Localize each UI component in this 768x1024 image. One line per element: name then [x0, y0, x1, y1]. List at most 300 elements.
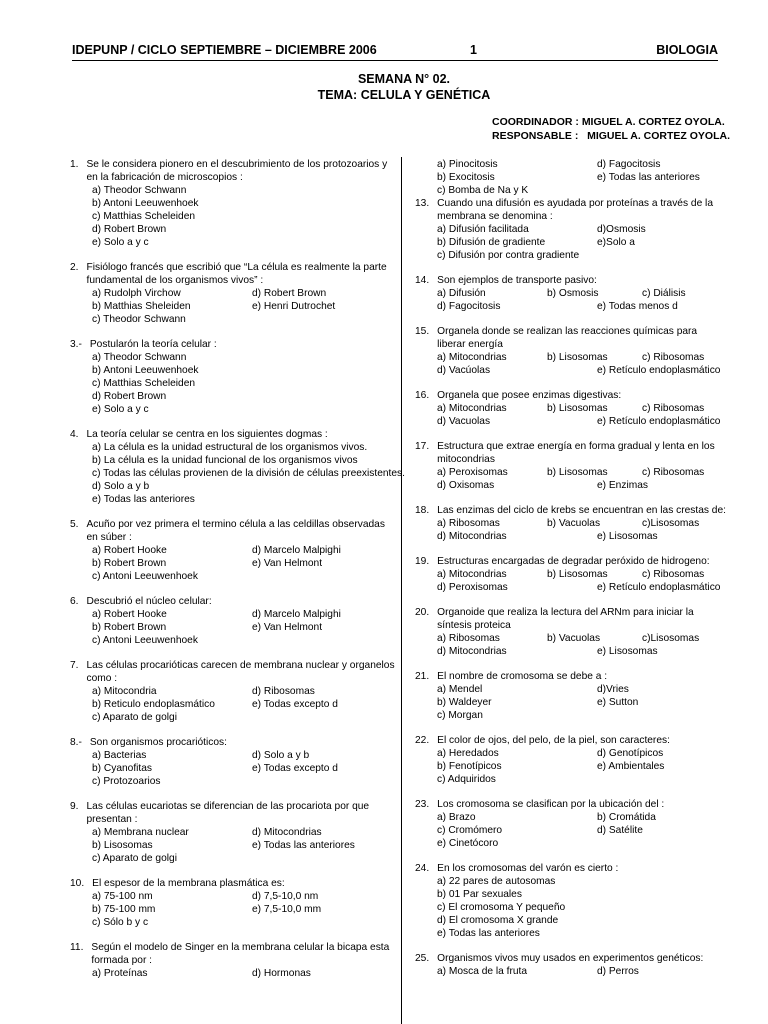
- answer-option: c) Theodor Schwann: [92, 314, 186, 325]
- answer-option: c) Difusión por contra gradiente: [437, 250, 580, 261]
- page-header: [72, 42, 718, 61]
- answer-option: a) Ribosomas: [437, 518, 500, 529]
- question-text: Organoide que realiza la lectura del ARNm para iniciar la síntesis proteica: [437, 607, 694, 631]
- answer-option: b) Lisosomas: [547, 403, 608, 414]
- question-text: Descubrió el núcleo celular:: [86, 596, 212, 607]
- answer-option: b) Osmosis: [547, 288, 599, 299]
- question-text: Estructuras encargadas de degradar peróxido de hidrogeno:: [437, 556, 710, 567]
- answer-option: d) Marcelo Malpighi: [252, 609, 341, 620]
- option-row: [92, 313, 395, 326]
- option-row: [92, 493, 395, 506]
- answer-option: c)Lisosomas: [642, 633, 700, 644]
- question-stem: [70, 261, 395, 287]
- answer-option: d) Vacuolas: [437, 416, 491, 427]
- option-row: [437, 351, 727, 364]
- option-row: [92, 467, 405, 480]
- question-number: 25.: [415, 953, 430, 964]
- answer-option: a) Mitocondria: [92, 686, 157, 697]
- answer-options: [415, 811, 727, 850]
- answer-option: d) Vacúolas: [437, 365, 491, 376]
- answer-options: [70, 967, 395, 980]
- question-stem: [70, 158, 395, 184]
- answer-option: e) Todas las anteriores: [252, 840, 355, 851]
- question-stem: [70, 736, 395, 749]
- column-divider: [401, 157, 402, 1024]
- question-number: 3.-: [70, 339, 82, 350]
- question-item: [70, 338, 395, 416]
- question-item: [415, 197, 727, 262]
- question-number: 22.: [415, 735, 430, 746]
- question-item: [70, 518, 395, 583]
- answer-option: c) Matthias Scheleiden: [92, 211, 196, 222]
- question-item: [70, 659, 395, 724]
- option-row: [437, 184, 727, 197]
- option-row: [437, 479, 727, 492]
- option-row: [437, 415, 727, 428]
- option-row: [437, 530, 727, 543]
- answer-option: c)Lisosomas: [642, 518, 700, 529]
- option-row: [437, 632, 727, 645]
- question-text: El espesor de la membrana plasmática es:: [92, 878, 285, 889]
- question-stem: [415, 440, 727, 466]
- answer-option: c) Sólo b y c: [92, 917, 149, 928]
- question-stem: [415, 197, 727, 223]
- question-number: 13.: [415, 198, 430, 209]
- answer-option: a) Membrana nuclear: [92, 827, 189, 838]
- answer-option: e) Lisosomas: [597, 646, 658, 657]
- question-item: [70, 261, 395, 326]
- answer-option: d) Fagocitosis: [597, 159, 661, 170]
- question-item: [415, 734, 727, 786]
- answer-option: a) Theodor Schwann: [92, 185, 187, 196]
- question-text: Postularón la teoría celular :: [89, 339, 217, 350]
- option-row: [92, 454, 395, 467]
- answer-options: [415, 158, 727, 197]
- question-text: Organela que posee enzimas digestivas:: [437, 390, 622, 401]
- answer-option: a) Robert Hooke: [92, 609, 167, 620]
- answer-option: b) Matthias Sheleiden: [92, 301, 191, 312]
- option-row: [437, 901, 727, 914]
- answer-option: d) Satélite: [597, 825, 643, 836]
- answer-option: a) Mitocondrias: [437, 352, 507, 363]
- question-stem: [70, 338, 395, 351]
- answer-options: [415, 402, 727, 428]
- question-text: Son ejemplos de transporte pasivo:: [437, 275, 597, 286]
- question-text: Según el modelo de Singer en la membrana celular la bicapa esta formada por :: [91, 942, 390, 966]
- question-stem: [415, 862, 727, 875]
- question-stem: [415, 389, 727, 402]
- question-stem: [70, 595, 395, 608]
- option-row: [437, 158, 727, 171]
- question-text: Estructura que extrae energía en forma gradual y lenta en los mitocondrias: [437, 441, 715, 465]
- option-row: [92, 634, 395, 647]
- answer-option: e) Ambientales: [597, 761, 665, 772]
- question-stem: [415, 798, 727, 811]
- answer-option: e) Solo a y c: [92, 237, 149, 248]
- answer-option: b) Lisosomas: [547, 352, 608, 363]
- answer-option: e) Cinetócoro: [437, 838, 499, 849]
- answer-option: e) Retículo endoplasmático: [597, 582, 721, 593]
- question-text: Se le considera pionero en el descubrimiento de los protozoarios y en la fabricación de microscopios :: [86, 159, 388, 183]
- option-row: [437, 466, 727, 479]
- question-number: 20.: [415, 607, 430, 618]
- answer-option: d) Mitocondrias: [437, 646, 507, 657]
- answer-option: c) Antoni Leeuwenhoek: [92, 635, 198, 646]
- left-column: [70, 158, 405, 992]
- answer-option: b) La célula es la unidad funcional de los organismos vivos: [92, 455, 358, 466]
- answer-options: [415, 683, 727, 722]
- answer-option: e) Todas las anteriores: [92, 494, 195, 505]
- answer-option: a) Pinocitosis: [437, 159, 498, 170]
- answer-option: d) Ribosomas: [252, 686, 315, 697]
- option-row: [92, 890, 395, 903]
- option-row: [92, 351, 395, 364]
- answer-option: d) Perros: [597, 966, 639, 977]
- option-row: [92, 711, 395, 724]
- option-row: [437, 683, 727, 696]
- option-row: [92, 967, 395, 980]
- option-row: [437, 696, 727, 709]
- question-text: La teoría celular se centra en los siguientes dogmas :: [86, 429, 328, 440]
- answer-option: e) Todas las anteriores: [437, 928, 540, 939]
- option-row: [92, 300, 395, 313]
- option-row: [92, 852, 395, 865]
- answer-option: a) Heredados: [437, 748, 499, 759]
- answer-option: c) Todas las células provienen de la división de células preexistentes.: [92, 468, 405, 479]
- option-row: [92, 685, 395, 698]
- option-row: [92, 390, 395, 403]
- answer-option: c) Diálisis: [642, 288, 686, 299]
- question-item: [415, 606, 727, 658]
- answer-option: e) Todas excepto d: [252, 699, 338, 710]
- question-item: [415, 325, 727, 377]
- question-item: [415, 670, 727, 722]
- question-item: [415, 504, 727, 543]
- answer-options: [70, 826, 395, 865]
- answer-option: a) Robert Hooke: [92, 545, 167, 556]
- option-row: [92, 377, 395, 390]
- answer-option: d) Robert Brown: [92, 391, 167, 402]
- answer-options: [70, 749, 395, 788]
- question-number: 1.: [70, 159, 79, 170]
- answer-option: c) Ribosomas: [642, 467, 705, 478]
- question-text: Son organismos procarióticos:: [89, 737, 227, 748]
- question-item: [70, 800, 395, 865]
- answer-option: a) Bacterias: [92, 750, 147, 761]
- option-row: [92, 557, 395, 570]
- question-stem: [70, 941, 395, 967]
- answer-option: c) Aparato de golgi: [92, 712, 177, 723]
- answer-option: e) Enzimas: [597, 480, 648, 491]
- question-item: [70, 428, 405, 506]
- answer-option: b) Vacuolas: [547, 633, 601, 644]
- answer-options: [70, 890, 395, 929]
- option-row: [92, 236, 395, 249]
- answer-option: b) Reticulo endoplasmático: [92, 699, 215, 710]
- answer-options: [415, 965, 727, 978]
- answer-option: a) Proteínas: [92, 968, 148, 979]
- option-row: [437, 875, 727, 888]
- answer-options: [70, 351, 395, 416]
- header-course: IDEPUNP / CICLO SEPTIEMBRE – DICIEMBRE 2006: [72, 43, 377, 57]
- answer-option: d) Robert Brown: [252, 288, 327, 299]
- answer-option: b) Antoni Leeuwenhoek: [92, 198, 199, 209]
- question-number: 21.: [415, 671, 430, 682]
- question-text: Fisiólogo francés que escribió que “La célula es realmente la parte fundamental de los organismos vivos” :: [86, 262, 387, 286]
- answer-option: d)Vries: [597, 684, 629, 695]
- answer-options: [70, 184, 395, 249]
- answer-option: b) Fenotípicos: [437, 761, 502, 772]
- option-row: [437, 914, 727, 927]
- option-row: [92, 903, 395, 916]
- question-item: [70, 941, 395, 980]
- question-number: 17.: [415, 441, 430, 452]
- option-row: [437, 773, 727, 786]
- option-row: [437, 568, 727, 581]
- option-row: [92, 826, 395, 839]
- title-block: [0, 71, 768, 103]
- answer-options: [70, 685, 395, 724]
- option-row: [437, 249, 727, 262]
- answer-option: b) Cromátida: [597, 812, 656, 823]
- answer-option: c) Matthias Scheleiden: [92, 378, 196, 389]
- question-text: El nombre de cromosoma se debe a :: [437, 671, 608, 682]
- option-row: [437, 300, 727, 313]
- option-row: [92, 621, 395, 634]
- question-stem: [70, 877, 395, 890]
- question-text: En los cromosomas del varón es cierto :: [437, 863, 619, 874]
- option-row: [437, 364, 727, 377]
- answer-option: d) Genotípicos: [597, 748, 664, 759]
- answer-options: [415, 351, 727, 377]
- answer-option: c) Protozoarios: [92, 776, 161, 787]
- answer-option: d) Mitocondrias: [252, 827, 322, 838]
- option-row: [92, 441, 395, 454]
- question-text: Organismos vivos muy usados en experimentos genéticos:: [437, 953, 704, 964]
- header-subject: BIOLOGIA: [656, 43, 718, 57]
- page-number: 1: [470, 43, 477, 57]
- question-number: 14.: [415, 275, 430, 286]
- answer-option: b) 75-100 mm: [92, 904, 156, 915]
- question-item: [70, 877, 395, 929]
- answer-option: a) Mitocondrias: [437, 403, 507, 414]
- answer-option: d) Marcelo Malpighi: [252, 545, 341, 556]
- responsible-line: RESPONSABLE : MIGUEL A. CORTEZ OYOLA.: [491, 130, 730, 142]
- answer-option: a) Ribosomas: [437, 633, 500, 644]
- answer-option: b) 01 Par sexuales: [437, 889, 522, 900]
- answer-options: [415, 875, 727, 940]
- answer-option: e) Todas excepto d: [252, 763, 338, 774]
- answer-option: a) Mitocondrias: [437, 569, 507, 580]
- option-row: [437, 837, 727, 850]
- answer-option: a) Peroxisomas: [437, 467, 508, 478]
- question-stem: [415, 325, 727, 351]
- option-row: [437, 581, 727, 594]
- question-number: 23.: [415, 799, 430, 810]
- question-number: 6.: [70, 596, 79, 607]
- answer-option: e) Henri Dutrochet: [252, 301, 336, 312]
- question-stem: [415, 952, 727, 965]
- question-text: El color de ojos, del pelo, de la piel, son caracteres:: [437, 735, 670, 746]
- answer-option: c) Morgan: [437, 710, 483, 721]
- question-number: 2.: [70, 262, 79, 273]
- option-row: [92, 223, 395, 236]
- question-stem: [415, 606, 727, 632]
- answer-option: c) Aparato de golgi: [92, 853, 177, 864]
- answer-option: d) 7,5-10,0 nm: [252, 891, 319, 902]
- answer-option: d) Peroxisomas: [437, 582, 508, 593]
- option-row: [437, 824, 727, 837]
- answer-option: a) Rudolph Virchow: [92, 288, 181, 299]
- answer-option: c) Adquiridos: [437, 774, 496, 785]
- question-text: Las células procarióticas carecen de membrana nuclear y organelos como :: [86, 660, 395, 684]
- question-item: [415, 274, 727, 313]
- answer-option: a) La célula es la unidad estructural de los organismos vivos.: [92, 442, 368, 453]
- question-text: Acuño por vez primera el termino célula a las celdillas observadas en súber :: [86, 519, 385, 543]
- question-item: [415, 158, 727, 197]
- answer-option: e) Retículo endoplasmático: [597, 365, 721, 376]
- answer-option: b) Vacuolas: [547, 518, 601, 529]
- option-row: [92, 480, 395, 493]
- option-row: [437, 171, 727, 184]
- question-item: [415, 389, 727, 428]
- answer-option: d) Robert Brown: [92, 224, 167, 235]
- answer-option: a) 22 pares de autosomas: [437, 876, 556, 887]
- question-stem: [415, 274, 727, 287]
- question-number: 11.: [70, 942, 84, 953]
- answer-option: e)Solo a: [597, 237, 635, 248]
- option-row: [92, 210, 395, 223]
- answer-option: d) Solo a y b: [92, 481, 150, 492]
- question-stem: [415, 504, 727, 517]
- answer-option: e) Retículo endoplasmático: [597, 416, 721, 427]
- answer-options: [415, 568, 727, 594]
- question-number: 18.: [415, 505, 430, 516]
- question-number: 15.: [415, 326, 430, 337]
- option-row: [437, 747, 727, 760]
- question-number: 19.: [415, 556, 430, 567]
- answer-option: c) Ribosomas: [642, 569, 705, 580]
- question-text: Las células eucariotas se diferencian de las procariota por que presentan :: [86, 801, 370, 825]
- answer-option: d) Oxisomas: [437, 480, 495, 491]
- answer-option: a) Theodor Schwann: [92, 352, 187, 363]
- answer-option: a) Mosca de la fruta: [437, 966, 528, 977]
- option-row: [92, 762, 395, 775]
- answer-option: d) Hormonas: [252, 968, 311, 979]
- option-row: [92, 698, 395, 711]
- option-row: [437, 287, 727, 300]
- answer-option: b) Difusión de gradiente: [437, 237, 546, 248]
- option-row: [437, 645, 727, 658]
- question-number: 9.: [70, 801, 79, 812]
- answer-option: e) Van Helmont: [252, 622, 323, 633]
- option-row: [437, 760, 727, 773]
- answer-option: a) Brazo: [437, 812, 476, 823]
- question-item: [70, 158, 395, 249]
- option-row: [92, 839, 395, 852]
- answer-option: b) Cyanofitas: [92, 763, 153, 774]
- answer-option: d) Fagocitosis: [437, 301, 501, 312]
- week-title: SEMANA N° 02.: [357, 72, 451, 86]
- answer-option: e) Lisosomas: [597, 531, 658, 542]
- answer-option: b) Exocitosis: [437, 172, 495, 183]
- question-stem: [70, 800, 395, 826]
- option-row: [92, 544, 395, 557]
- question-text: Las enzimas del ciclo de krebs se encuentran en las crestas de:: [437, 505, 726, 516]
- coordinator-line: COORDINADOR : MIGUEL A. CORTEZ OYOLA.: [491, 116, 725, 128]
- answer-option: a) 75-100 nm: [92, 891, 153, 902]
- answer-option: c) Bomba de Na y K: [437, 185, 529, 196]
- option-row: [437, 709, 727, 722]
- answer-options: [70, 608, 395, 647]
- option-row: [437, 236, 727, 249]
- answer-option: c) Ribosomas: [642, 403, 705, 414]
- question-item: [415, 862, 727, 940]
- question-number: 8.-: [70, 737, 82, 748]
- answer-option: d)Osmosis: [597, 224, 646, 235]
- question-item: [415, 952, 727, 978]
- question-stem: [415, 734, 727, 747]
- question-stem: [415, 555, 727, 568]
- answer-options: [415, 287, 727, 313]
- question-item: [70, 736, 395, 788]
- question-number: 10.: [70, 878, 85, 889]
- answer-option: b) Waldeyer: [437, 697, 492, 708]
- question-stem: [70, 659, 395, 685]
- answer-option: e) Todas las anteriores: [597, 172, 700, 183]
- answer-options: [70, 441, 405, 506]
- question-stem: [70, 428, 395, 441]
- answer-options: [415, 517, 727, 543]
- answer-option: b) Robert Brown: [92, 558, 167, 569]
- question-number: 24.: [415, 863, 430, 874]
- staff-block: [492, 115, 730, 143]
- option-row: [437, 888, 727, 901]
- answer-option: d) Solo a y b: [252, 750, 310, 761]
- option-row: [92, 287, 395, 300]
- answer-options: [415, 747, 727, 786]
- option-row: [92, 570, 395, 583]
- answer-options: [415, 632, 727, 658]
- option-row: [92, 749, 395, 762]
- answer-option: b) Lisosomas: [92, 840, 153, 851]
- question-item: [415, 798, 727, 850]
- answer-option: c) Antoni Leeuwenhoek: [92, 571, 198, 582]
- answer-option: d) El cromosoma X grande: [437, 915, 559, 926]
- answer-option: a) Difusión facilitada: [437, 224, 529, 235]
- answer-option: e) Solo a y c: [92, 404, 149, 415]
- question-text: Cuando una difusión es ayudada por proteínas a través de la membrana se denomina :: [437, 198, 713, 222]
- option-row: [92, 364, 395, 377]
- right-column: [415, 158, 727, 990]
- question-text: Organela donde se realizan las reacciones químicas para liberar energía: [437, 326, 698, 350]
- question-stem: [415, 670, 727, 683]
- question-stem: [70, 518, 395, 544]
- option-row: [437, 811, 727, 824]
- answer-options: [70, 287, 395, 326]
- option-row: [92, 403, 395, 416]
- option-row: [437, 517, 727, 530]
- question-number: 16.: [415, 390, 430, 401]
- answer-options: [415, 466, 727, 492]
- answer-option: b) Antoni Leeuwenhoek: [92, 365, 199, 376]
- answer-option: a) Mendel: [437, 684, 483, 695]
- answer-option: e) 7,5-10,0 mm: [252, 904, 322, 915]
- question-number: 7.: [70, 660, 79, 671]
- option-row: [437, 223, 727, 236]
- option-row: [437, 927, 727, 940]
- question-item: [415, 440, 727, 492]
